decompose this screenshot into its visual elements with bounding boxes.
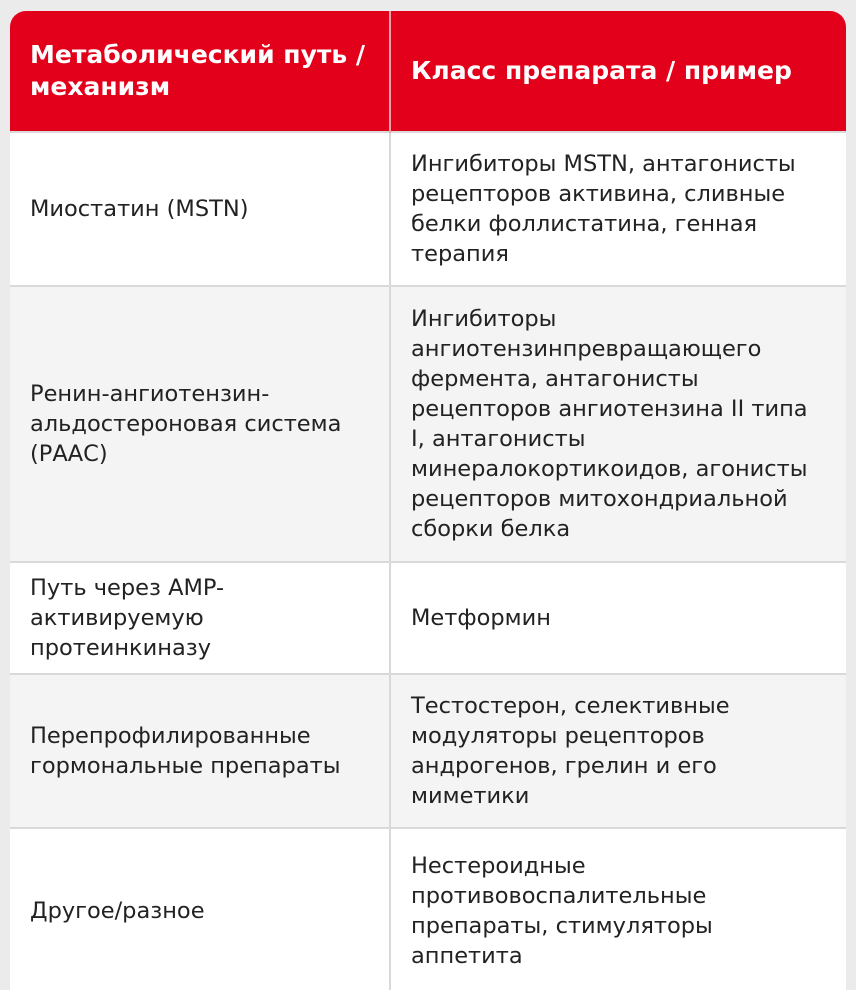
cell-mechanism: Ренин-ангиотензин-альдостероновая система (РААС) [10, 286, 390, 562]
cell-mechanism: Перепрофилированные гормональные препараты [10, 674, 390, 828]
cell-mechanism: Другое/разное [10, 828, 390, 990]
table-row [10, 286, 846, 562]
cell-mechanism: Путь через AMP-активируемую протеинкиназу [10, 562, 390, 674]
drug-table-card [10, 11, 846, 990]
table-row [10, 132, 846, 286]
cell-drug-class: Тестостерон, селективные модуляторы рецепторов андрогенов, грелин и его миметики [390, 674, 846, 828]
cell-drug-class: Нестероидные противовоспалительные препараты, стимуляторы аппетита [390, 828, 846, 990]
cell-drug-class: Метформин [390, 562, 846, 674]
header-mechanism: Метаболический путь / механизм [10, 11, 390, 132]
cell-drug-class: Ингибиторы MSTN, антагонисты рецепторов активина, сливные белки фоллистатина, генная терапия [390, 132, 846, 286]
cell-mechanism: Миостатин (MSTN) [10, 132, 390, 286]
table-row [10, 674, 846, 828]
drug-table [10, 11, 846, 990]
table-header-row [10, 11, 846, 132]
table-row [10, 562, 846, 674]
header-drug-class: Класс препарата / пример [390, 11, 846, 132]
cell-drug-class: Ингибиторы ангиотензинпревращающего фермента, антагонисты рецепторов ангиотензина II типа I, антагонисты минералокортикоидов, агонисты рецепторов митохондриальной сборки белка [390, 286, 846, 562]
table-row [10, 828, 846, 990]
